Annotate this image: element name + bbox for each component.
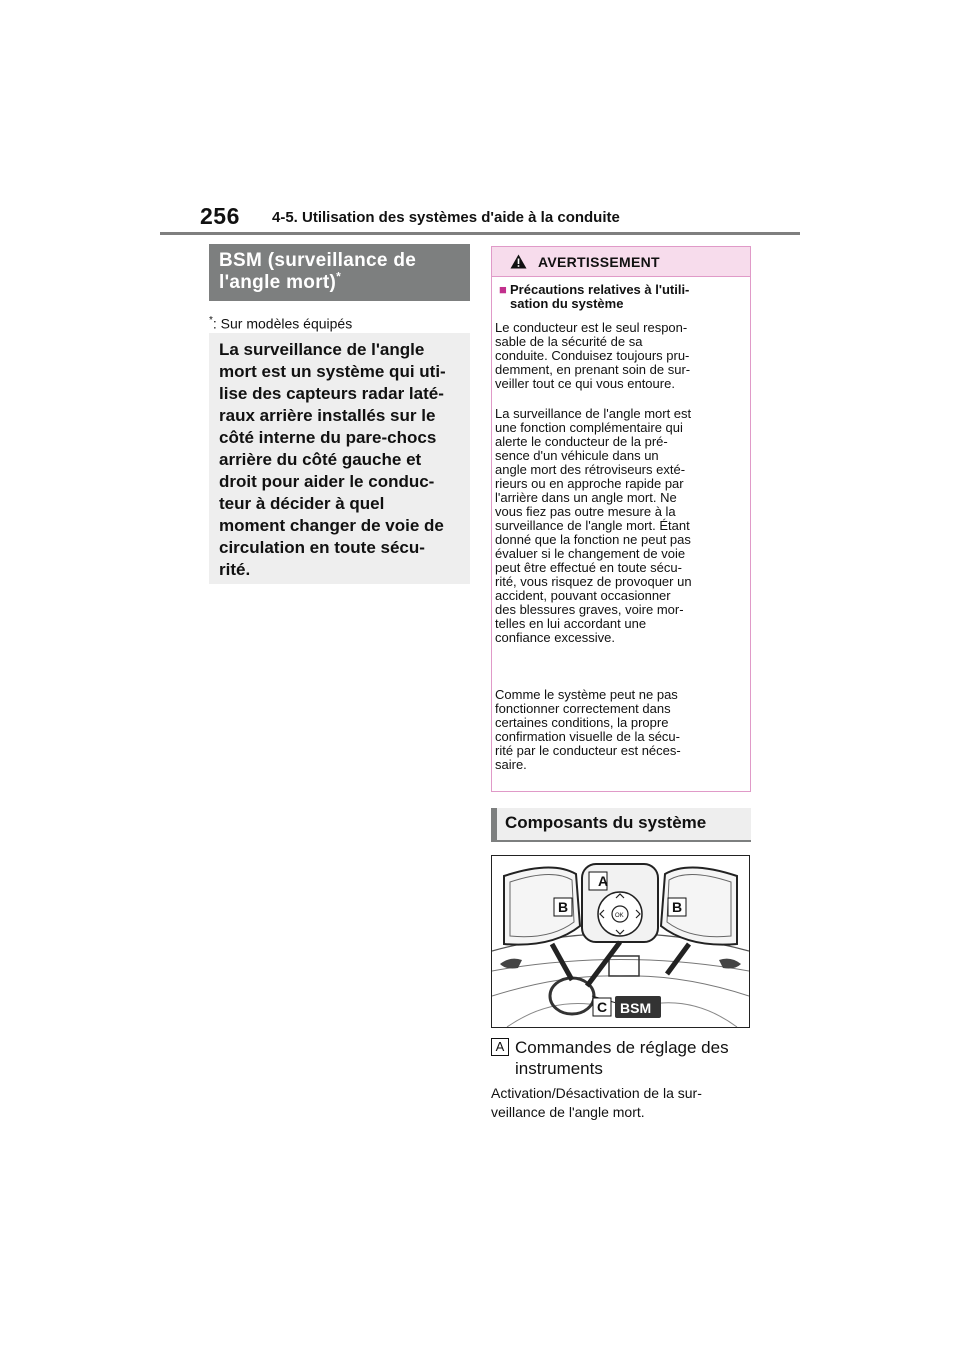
para-line: rité par le conducteur est néces-	[495, 743, 681, 758]
warning-paragraph-2	[495, 407, 745, 645]
section-title: 4-5. Utilisation des systèmes d'aide à la conduite	[272, 209, 620, 226]
bsm-title-line2	[219, 269, 460, 294]
ok-button-label: OK	[615, 913, 624, 919]
para-line: saire.	[495, 757, 527, 772]
bsm-title-box	[209, 244, 470, 301]
summary-line: mort est un système qui uti-	[219, 362, 446, 381]
dashboard-illustration	[491, 855, 750, 1028]
item-a-title-line: instruments	[515, 1059, 603, 1078]
para-line: rieurs ou en approche rapide par	[495, 476, 684, 491]
footnote-text: : Sur modèles équipés	[212, 315, 353, 332]
bsm-title-line2-text: l'angle mort)	[219, 272, 337, 293]
components-title: Composants du système	[505, 813, 707, 832]
item-a-title-line: Commandes de réglage des	[515, 1038, 729, 1057]
precaution-line: Précautions relatives à l'utili-	[510, 282, 690, 297]
para-line: surveillance de l'angle mort. Étant	[495, 518, 690, 533]
warning-triangle-icon	[510, 254, 527, 269]
para-line: sence d'un véhicule dans un	[495, 448, 659, 463]
para-line: telles en lui accordant une	[495, 616, 647, 631]
summary-line: droit pour aider le conduc-	[219, 472, 435, 491]
para-line: confirmation visuelle de la sécu-	[495, 729, 680, 744]
footnote-mark: *	[209, 315, 213, 326]
para-line: La surveillance de l'angle mort est	[495, 406, 692, 421]
summary-line: rité.	[219, 560, 251, 579]
header-rule	[160, 232, 800, 235]
precaution-heading	[499, 283, 744, 311]
para-line: certaines conditions, la propre	[495, 715, 669, 730]
item-a-description	[491, 1084, 702, 1122]
warning-paragraph-3	[495, 688, 745, 772]
illustration-label-a: A	[598, 873, 609, 889]
precaution-line: sation du système	[510, 296, 624, 311]
components-heading	[491, 808, 751, 840]
para-line: Comme le système peut ne pas	[495, 687, 678, 702]
para-line: donné que la fonction ne peut pas	[495, 532, 691, 547]
para-line: demment, en prenant soin de sur-	[495, 362, 691, 377]
para-line: vous fiez pas outre mesure à la	[495, 504, 676, 519]
para-line: veiller tout ce qui vous entoure.	[495, 376, 675, 391]
warning-title: AVERTISSEMENT	[538, 254, 660, 270]
para-line: une fonction complémentaire qui	[495, 420, 683, 435]
item-a-desc-line: veillance de l'angle mort.	[491, 1104, 645, 1120]
summary-line: La surveillance de l'angle	[219, 340, 425, 359]
summary-line: raux arrière installés sur le	[219, 406, 436, 425]
para-line: peut être effectué en toute sécu-	[495, 560, 682, 575]
summary-line: teur à décider à quel	[219, 494, 385, 513]
para-line: rité, vous risquez de provoquer un	[495, 574, 692, 589]
bsm-button-label: BSM	[620, 1000, 652, 1016]
para-line: angle mort des rétroviseurs exté-	[495, 462, 686, 477]
para-line: Le conducteur est le seul respon-	[495, 320, 688, 335]
para-line: sable de la sécurité de sa	[495, 334, 643, 349]
summary-line: arrière du côté gauche et	[219, 450, 422, 469]
para-line: des blessures graves, voire mor-	[495, 602, 684, 617]
summary-line: côté interne du pare-chocs	[219, 428, 437, 447]
bsm-title-line1: BSM (surveillance de	[219, 250, 417, 271]
summary-line: moment changer de voie de	[219, 516, 444, 535]
para-line: évaluer si le changement de voie	[495, 546, 686, 561]
illustration-label-b-left: B	[558, 899, 569, 915]
para-line: accident, pouvant occasionner	[495, 588, 671, 603]
warning-box	[491, 246, 751, 792]
item-a-desc-line: Activation/Désactivation de la sur-	[491, 1085, 702, 1101]
item-label-a: A	[491, 1038, 509, 1056]
bsm-asterisk: *	[336, 269, 342, 284]
para-line: l'arrière dans un angle mort. Ne	[495, 490, 677, 505]
summary-box	[209, 333, 470, 584]
para-line: conduite. Conduisez toujours pru-	[495, 348, 690, 363]
para-line: confiance excessive.	[495, 630, 615, 645]
para-line: fonctionner correctement dans	[495, 701, 671, 716]
item-a-title	[515, 1037, 729, 1079]
components-rule	[491, 840, 751, 842]
para-line: alerte le conducteur de la pré-	[495, 434, 668, 449]
warning-header	[492, 247, 750, 277]
bullet-square-icon: ■	[499, 282, 507, 297]
summary-line: circulation en toute sécu-	[219, 538, 425, 557]
summary-line: lise des capteurs radar laté-	[219, 384, 444, 403]
warning-paragraph-1	[495, 321, 745, 391]
footnote	[209, 315, 352, 332]
page-number: 256	[200, 203, 240, 229]
illustration-label-c: C	[597, 999, 608, 1015]
dashboard-drawing	[492, 856, 749, 1027]
illustration-label-b-right: B	[672, 899, 683, 915]
